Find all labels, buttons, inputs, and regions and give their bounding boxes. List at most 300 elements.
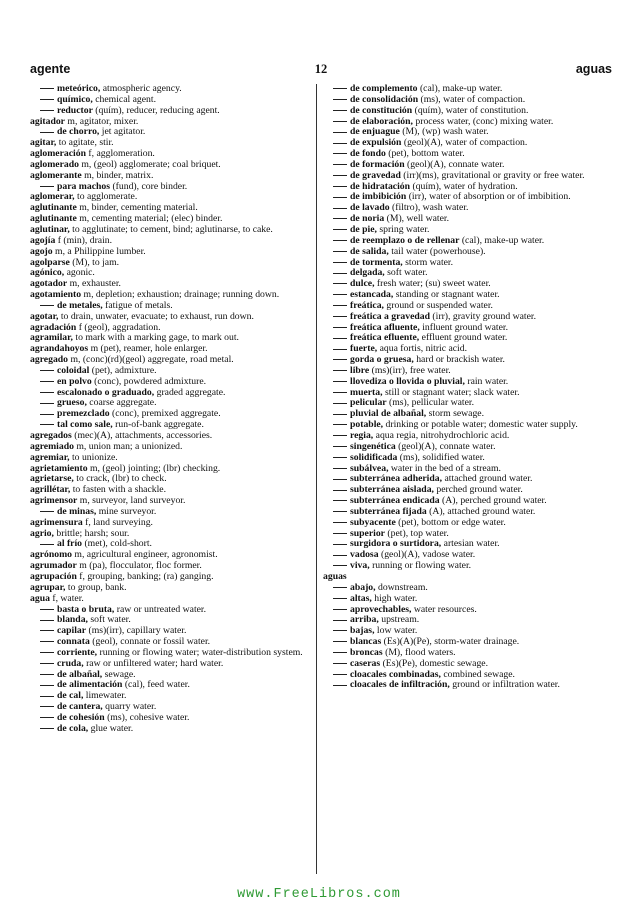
dictionary-entry: [323, 127, 610, 138]
entry-definition: to mark with a marking gage, to mark out.: [72, 333, 239, 344]
entry-definition: (A), perched ground water.: [439, 496, 547, 507]
entry-term: bajas,: [350, 626, 375, 637]
entry-dash: [333, 175, 347, 176]
entry-definition: f, water.: [49, 593, 84, 604]
dictionary-entry: [30, 355, 317, 366]
entry-definition: m, agricultural engineer, agronomist.: [71, 550, 218, 561]
entry-definition: hard or brackish water.: [413, 355, 505, 366]
entry-term: agónico,: [30, 268, 65, 279]
entry-definition: (quím), water of hydration.: [410, 181, 518, 192]
entry-dash: [333, 99, 347, 100]
entry-dash: [333, 641, 347, 642]
entry-term: solidificada: [350, 452, 398, 463]
entry-dash: [40, 717, 54, 718]
entry-dash: [333, 338, 347, 339]
entry-definition: m, union man; a unionized.: [73, 441, 183, 452]
dictionary-entry: [30, 572, 317, 583]
dictionary-entry: [323, 529, 610, 540]
entry-definition: to agitate, stir.: [56, 138, 114, 149]
entry-term: agremiar,: [30, 452, 70, 463]
entry-dash: [333, 110, 347, 111]
dictionary-entry: [30, 301, 317, 312]
entry-term: agrio,: [30, 528, 54, 539]
dictionary-entry: [323, 192, 610, 203]
entry-term: blanda,: [57, 615, 88, 626]
dictionary-entry: [30, 279, 317, 290]
entry-dash: [333, 630, 347, 631]
entry-definition: still or stagnant water; slack water.: [382, 387, 520, 398]
entry-dash: [40, 728, 54, 729]
entry-term: aglomeración: [30, 149, 86, 160]
dictionary-entry: [30, 431, 317, 442]
entry-definition: (geol)(A), connate water.: [395, 441, 496, 452]
entry-definition: (cal), feed water.: [122, 680, 190, 691]
dictionary-entry: [323, 323, 610, 334]
dictionary-entry: [323, 171, 610, 182]
entry-dash: [40, 305, 54, 306]
entry-dash: [333, 414, 347, 415]
dictionary-entry: [30, 605, 317, 616]
entry-definition: (pet), bottom or edge water.: [395, 517, 506, 528]
dictionary-entry: [30, 398, 317, 409]
dictionary-entry: [30, 474, 317, 485]
entry-term: broncas: [350, 647, 383, 658]
entry-dash: [333, 132, 347, 133]
entry-term: agrimensura: [30, 517, 83, 528]
dictionary-entry: [323, 583, 610, 594]
entry-term: subterránea adherida,: [350, 474, 443, 485]
entry-dash: [40, 620, 54, 621]
entry-definition: (geol)(A), water of compaction.: [401, 138, 528, 149]
entry-dash: [40, 674, 54, 675]
entry-term: agojo: [30, 246, 53, 257]
dictionary-entry: [30, 453, 317, 464]
entry-dash: [333, 598, 347, 599]
entry-definition: f (geol), aggradation.: [76, 322, 161, 333]
dictionary-entry: [323, 464, 610, 475]
entry-definition: f, land surveying.: [82, 517, 153, 528]
entry-dash: [40, 132, 54, 133]
entry-dash: [333, 305, 347, 306]
entry-definition: (conc), premixed aggregate.: [109, 409, 221, 420]
entry-dash: [40, 641, 54, 642]
dictionary-entry: [30, 268, 317, 279]
entry-definition: f, grouping, banking; (ra) ganging.: [76, 571, 214, 582]
entry-term: aglomerante: [30, 170, 82, 181]
entry-term: de cola,: [57, 723, 89, 734]
entry-dash: [333, 652, 347, 653]
entry-dash: [333, 208, 347, 209]
entry-definition: fatigue of metals.: [102, 300, 173, 311]
entry-term: agrónomo: [30, 550, 72, 561]
entry-term: de alimentación: [57, 680, 123, 691]
dictionary-entry: [323, 236, 610, 247]
entry-definition: (ms), pellicular water.: [386, 398, 475, 409]
header-last-entry: aguas: [575, 62, 612, 76]
dictionary-entry: [30, 182, 317, 193]
entry-definition: spring water.: [376, 224, 430, 235]
entry-term: estancada,: [350, 290, 394, 301]
dictionary-entry: [323, 138, 610, 149]
entry-term: subterránea fijada: [350, 506, 427, 517]
entry-definition: (met), cold-short.: [82, 539, 152, 550]
entry-dash: [333, 457, 347, 458]
dictionary-entry: [323, 301, 610, 312]
entry-definition: m, (geol) agglomerate; coal briquet.: [78, 159, 221, 170]
entry-definition: water resources.: [411, 604, 477, 615]
entry-definition: m, depletion; exhaustion; drainage; running down.: [81, 290, 280, 301]
dictionary-entry: [323, 106, 610, 117]
page-number: 12: [314, 62, 328, 76]
entry-dash: [40, 511, 54, 512]
dictionary-entry: [30, 312, 317, 323]
entry-term: agradación: [30, 322, 77, 333]
dictionary-entry: [323, 117, 610, 128]
dictionary-entry: [323, 160, 610, 171]
entry-term: connata: [57, 637, 90, 648]
entry-dash: [40, 424, 54, 425]
entry-term: de cohesión: [57, 712, 105, 723]
entry-definition: to fasten with a shackle.: [70, 485, 167, 496]
entry-dash: [333, 685, 347, 686]
dictionary-entry: [323, 561, 610, 572]
entry-definition: to agglutinate; to cement, bind; aglutinarse, to cake.: [69, 224, 273, 235]
dictionary-entry: [30, 84, 317, 95]
entry-definition: atmospheric agency.: [100, 84, 182, 94]
entry-term: capilar: [57, 626, 87, 637]
entry-term: altas,: [350, 593, 372, 604]
entry-term: de metales,: [57, 300, 103, 311]
entry-term: corriente,: [57, 647, 98, 658]
entry-dash: [333, 164, 347, 165]
dictionary-entry: [323, 659, 610, 670]
entry-definition: jet agitator.: [99, 127, 146, 138]
entry-dash: [333, 620, 347, 621]
entry-definition: m, a Philippine lumber.: [52, 246, 146, 257]
entry-definition: sewage.: [102, 669, 136, 680]
dictionary-entry: [30, 160, 317, 171]
dictionary-entry: [323, 453, 610, 464]
entry-term: fuerte,: [350, 344, 378, 355]
dictionary-entry: [323, 388, 610, 399]
dictionary-entry: [323, 474, 610, 485]
entry-dash: [333, 327, 347, 328]
entry-definition: ground or suspended water.: [383, 300, 493, 311]
entry-dash: [40, 370, 54, 371]
entry-term: agrietarse,: [30, 474, 74, 485]
entry-term: potable,: [350, 420, 384, 431]
entry-term: de hidratación: [350, 181, 411, 192]
dictionary-entry: [30, 680, 317, 691]
dictionary-entry: [323, 398, 610, 409]
entry-dash: [40, 544, 54, 545]
entry-term: aprovechables,: [350, 604, 412, 615]
entry-dash: [333, 359, 347, 360]
entry-term: agramilar,: [30, 333, 73, 344]
entry-term: freática a gravedad: [350, 311, 430, 322]
dictionary-entry: [323, 431, 610, 442]
entry-dash: [333, 663, 347, 664]
dictionary-entry: [30, 702, 317, 713]
entry-term: agotar,: [30, 311, 59, 322]
dictionary-entry: [30, 117, 317, 128]
entry-definition: f (min), drain.: [55, 235, 113, 246]
dictionary-entry: [30, 290, 317, 301]
entry-term: freática afluente,: [350, 322, 420, 333]
entry-dash: [333, 544, 347, 545]
dictionary-entry: [30, 420, 317, 431]
entry-definition: (geol), connate or fossil water.: [89, 637, 211, 648]
entry-definition: to unionize.: [69, 452, 118, 463]
entry-dash: [333, 468, 347, 469]
entry-definition: chemical agent.: [92, 94, 157, 105]
entry-definition: (pet), admixture.: [89, 365, 157, 376]
dictionary-entry: [30, 236, 317, 247]
entry-term: singenética: [350, 441, 396, 452]
dictionary-entry: [30, 659, 317, 670]
entry-definition: to agglomerate.: [74, 192, 138, 203]
entry-term: de noria: [350, 214, 385, 225]
entry-definition: low water.: [374, 626, 418, 637]
dictionary-entry: [30, 485, 317, 496]
entry-term: agrupación: [30, 571, 77, 582]
entry-dash: [333, 381, 347, 382]
entry-definition: to group, bank.: [65, 582, 127, 593]
entry-dash: [333, 565, 347, 566]
dictionary-entry: [30, 366, 317, 377]
dictionary-entry: [323, 344, 610, 355]
entry-definition: artesian water.: [441, 539, 500, 550]
entry-definition: effluent ground water.: [419, 333, 508, 344]
entry-definition: (ms)(irr), free water.: [369, 365, 451, 376]
entry-term: de enjuague: [350, 127, 400, 138]
entry-term: de albañal,: [57, 669, 103, 680]
entry-definition: attached ground water.: [442, 474, 533, 485]
entry-definition: agonic.: [64, 268, 95, 279]
dictionary-entry: [30, 149, 317, 160]
entry-term: escalonado o graduado,: [57, 387, 155, 398]
entry-term: de chorro,: [57, 127, 100, 138]
dictionary-entry: [30, 258, 317, 269]
dictionary-entry: [30, 247, 317, 258]
dictionary-entry: [30, 138, 317, 149]
entry-dash: [333, 294, 347, 295]
entry-dash: [40, 414, 54, 415]
entry-definition: (ms), cohesive water.: [104, 712, 190, 723]
footer-watermark[interactable]: www.FreeLibros.com: [237, 887, 401, 902]
entry-term: de imbibición: [350, 192, 407, 203]
dictionary-entry: [323, 377, 610, 388]
entry-definition: (M), flood waters.: [382, 647, 456, 658]
entry-definition: m, exhauster.: [67, 279, 121, 290]
entry-term: agregado: [30, 355, 69, 366]
dictionary-entry: [30, 192, 317, 203]
entry-term: de salida,: [350, 246, 389, 257]
entry-term: freática efluente,: [350, 333, 420, 344]
entry-term: caseras: [350, 658, 381, 669]
entry-dash: [333, 533, 347, 534]
entry-dash: [333, 251, 347, 252]
entry-definition: (M), to jam.: [69, 257, 120, 268]
entry-definition: m, cementing material; (elec) binder.: [76, 214, 223, 225]
entry-definition: (geol)(A), connate water.: [404, 159, 505, 170]
entry-term: aglutinar,: [30, 224, 70, 235]
entry-dash: [333, 392, 347, 393]
entry-dash: [333, 153, 347, 154]
dictionary-entry: [30, 626, 317, 637]
entry-definition: running or flowing water; water-distribution system.: [97, 647, 303, 658]
entry-term: aglomerado: [30, 159, 79, 170]
entry-definition: (pet), top water.: [384, 528, 449, 539]
entry-dash: [40, 706, 54, 707]
entry-dash: [333, 218, 347, 219]
dictionary-entry: [323, 485, 610, 496]
entry-definition: m, binder, cementing material.: [76, 203, 198, 214]
entry-definition: (pet), bottom water.: [385, 149, 465, 160]
entry-dash: [40, 609, 54, 610]
right-column: [323, 84, 610, 691]
entry-definition: (mec)(A), attachments, accessories.: [71, 431, 213, 441]
entry-term: pelicular: [350, 398, 387, 409]
dictionary-entry: [30, 464, 317, 475]
dictionary-entry: [323, 312, 610, 323]
entry-definition: to drain, unwater, evacuate; to exhaust, run down.: [58, 311, 254, 322]
entry-definition: f, agglomeration.: [85, 149, 155, 160]
entry-definition: quarry water.: [102, 702, 157, 713]
dictionary-entry: [323, 268, 610, 279]
dictionary-entry: [323, 507, 610, 518]
entry-term: para machos: [57, 181, 111, 192]
entry-dash: [333, 500, 347, 501]
entry-term: de pie,: [350, 224, 377, 235]
entry-term: pluvial de albañal,: [350, 409, 427, 420]
entry-definition: brittle; harsh; sour.: [53, 528, 130, 539]
entry-term: aglomerar,: [30, 192, 75, 203]
entry-dash: [40, 696, 54, 697]
entry-dash: [333, 316, 347, 317]
dictionary-entry: [30, 409, 317, 420]
dictionary-entry: [323, 550, 610, 561]
page-header: [30, 62, 612, 78]
header-first-entry: agente: [30, 62, 71, 76]
dictionary-entry: [30, 344, 317, 355]
entry-term: agrumador: [30, 561, 77, 572]
entry-definition: (A), attached ground water.: [426, 506, 536, 517]
entry-definition: drinking or potable water; domestic water supply.: [383, 420, 578, 431]
entry-dash: [40, 392, 54, 393]
entry-term: llovediza o llovida o pluvial,: [350, 376, 465, 387]
entry-dash: [40, 663, 54, 664]
entry-definition: rain water.: [464, 376, 509, 387]
entry-dash: [40, 99, 54, 100]
entry-term: agremiado: [30, 441, 74, 452]
entry-definition: (geol)(A), vadose water.: [378, 550, 476, 561]
entry-definition: (M), (wp) wash water.: [399, 127, 489, 138]
entry-term: superior: [350, 528, 385, 539]
entry-term: de complemento: [350, 84, 418, 94]
dictionary-entry: [30, 518, 317, 529]
dictionary-entry: [30, 539, 317, 550]
entry-definition: storm sewage.: [426, 409, 485, 420]
entry-term: de elaboración,: [350, 116, 413, 127]
dictionary-entry: [323, 518, 610, 529]
entry-dash: [333, 435, 347, 436]
entry-term: agrietamiento: [30, 463, 88, 474]
entry-definition: glue water.: [88, 723, 134, 734]
entry-definition: m, surveyor, land surveyor.: [77, 496, 186, 507]
entry-definition: (quím), water of constitution.: [412, 105, 529, 116]
entry-definition: aqua fortis, nitric acid.: [377, 344, 468, 355]
dictionary-entry: [30, 550, 317, 561]
entry-dash: [40, 652, 54, 653]
entry-term: libre: [350, 365, 370, 376]
entry-term: agolparse: [30, 257, 70, 268]
entry-definition: (cal), make-up water.: [417, 84, 503, 94]
entry-term: gorda o gruesa,: [350, 355, 414, 366]
entry-term: de gravedad: [350, 170, 401, 181]
entry-dash: [333, 424, 347, 425]
dictionary-entry: [323, 648, 610, 659]
entry-term: subálvea,: [350, 463, 389, 474]
entry-definition: (ms), solidified water.: [397, 452, 485, 463]
entry-term: abajo,: [350, 582, 376, 593]
entry-definition: (filtro), wash water.: [389, 203, 469, 214]
left-column: [30, 84, 317, 735]
entry-definition: downstream.: [375, 582, 428, 593]
entry-term: basta o bruta,: [57, 604, 115, 615]
dictionary-entry: [30, 691, 317, 702]
entry-dash: [40, 685, 54, 686]
dictionary-entry: [30, 323, 317, 334]
entry-term: de cal,: [57, 691, 84, 702]
entry-term: premezclado: [57, 409, 110, 420]
dictionary-entry: [30, 214, 317, 225]
entry-term: vadosa: [350, 550, 379, 561]
entry-term: de tormenta,: [350, 257, 403, 268]
entry-dash: [333, 273, 347, 274]
entry-term: agrillétar,: [30, 485, 71, 496]
entry-term: de fondo: [350, 149, 386, 160]
entry-definition: (cal), make-up water.: [459, 235, 545, 246]
entry-definition: (irr), gravity ground water.: [430, 311, 536, 322]
entry-dash: [333, 511, 347, 512]
entry-term: de minas,: [57, 506, 97, 517]
dictionary-entry: [323, 442, 610, 453]
entry-term: blancas: [350, 637, 382, 648]
dictionary-entry: [30, 106, 317, 117]
dictionary-entry: [30, 561, 317, 572]
entry-dash: [333, 186, 347, 187]
dictionary-entry: [323, 214, 610, 225]
entry-term: subterránea endicada: [350, 496, 440, 507]
dictionary-entry: [323, 496, 610, 507]
entry-term: surgidora o surtidora,: [350, 539, 442, 550]
entry-definition: m, binder, matrix.: [81, 170, 154, 181]
entry-term: meteórico,: [57, 84, 101, 94]
dictionary-entry: [323, 258, 610, 269]
entry-term: de reemplazo o de rellenar: [350, 235, 460, 246]
dictionary-entry: [30, 203, 317, 214]
entry-term: agotamiento: [30, 290, 82, 301]
dictionary-entry: [323, 539, 610, 550]
entry-term: agotador: [30, 279, 68, 290]
entry-definition: graded aggregate.: [154, 387, 226, 398]
entry-term: químico,: [57, 94, 93, 105]
entry-term: subterránea aislada,: [350, 485, 434, 496]
entry-definition: aqua regia, nitrohydrochloric acid.: [373, 431, 510, 441]
entry-dash: [40, 110, 54, 111]
entry-dash: [333, 283, 347, 284]
